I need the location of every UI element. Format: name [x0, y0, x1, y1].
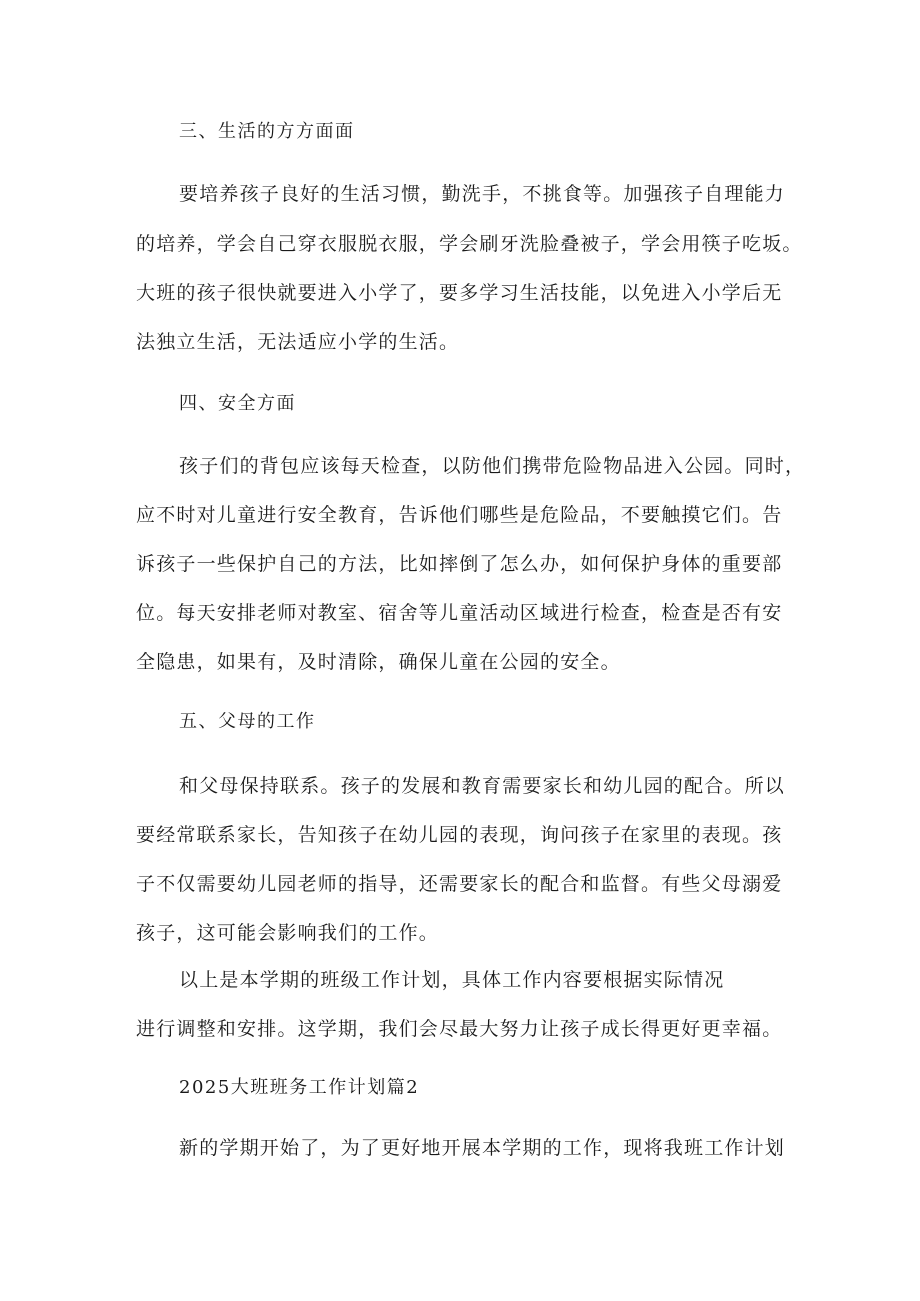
article-title: 2025大班班务工作计划篇2 — [179, 1077, 420, 1098]
section-heading: 四、安全方面 — [179, 393, 296, 414]
paragraph-line: 要经常联系家长，告知孩子在幼儿园的表现，询问孩子在家里的表现。孩 — [136, 824, 783, 846]
paragraph-line: 孩子们的背包应该每天检查，以防他们携带危险物品进入公园。同时， — [179, 455, 806, 477]
paragraph-line: 法独立生活，无法适应小学的生活。 — [136, 331, 460, 353]
paragraph-line: 的培养，学会自己穿衣服脱衣服，学会刷牙洗脸叠被子，学会用筷子吃坂。 — [136, 233, 803, 255]
paragraph-line: 大班的孩子很快就要进入小学了，要多学习生活技能，以免进入小学后无 — [136, 282, 783, 304]
paragraph-line: 位。每天安排老师对教室、宿舍等儿童活动区域进行检查，检查是否有安 — [136, 602, 783, 624]
paragraph-line: 子不仅需要幼儿园老师的指导，还需要家长的配合和监督。有些父母溺爱 — [136, 873, 783, 895]
paragraph-line: 全隐患，如果有，及时清除，确保儿童在公园的安全。 — [136, 651, 621, 673]
section-heading: 三、生活的方方面面 — [179, 121, 355, 142]
paragraph-line: 要培养孩子良好的生活习惯，勤洗手，不挑食等。加强孩子自理能力 — [179, 183, 786, 205]
paragraph-line: 和父母保持联系。孩子的发展和教育需要家长和幼儿园的配合。所以 — [179, 775, 786, 797]
paragraph-line: 孩子，这可能会影响我们的工作。 — [136, 922, 440, 944]
paragraph-line: 应不时对儿童进行安全教育，告诉他们哪些是危险品，不要触摸它们。告 — [136, 504, 783, 526]
paragraph-line: 诉孩子一些保护自己的方法，比如摔倒了怎么办，如何保护身体的重要部 — [136, 553, 783, 575]
conclusion-line: 以上是本学期的班级工作计划，具体工作内容要根据实际情况 — [179, 969, 725, 991]
conclusion-line: 进行调整和安排。这学期，我们会尽最大努力让孩子成长得更好更幸福。 — [136, 1018, 783, 1040]
section-heading: 五、父母的工作 — [179, 711, 316, 732]
paragraph-line: 新的学期开始了，为了更好地开展本学期的工作，现将我班工作计划 — [179, 1137, 786, 1159]
